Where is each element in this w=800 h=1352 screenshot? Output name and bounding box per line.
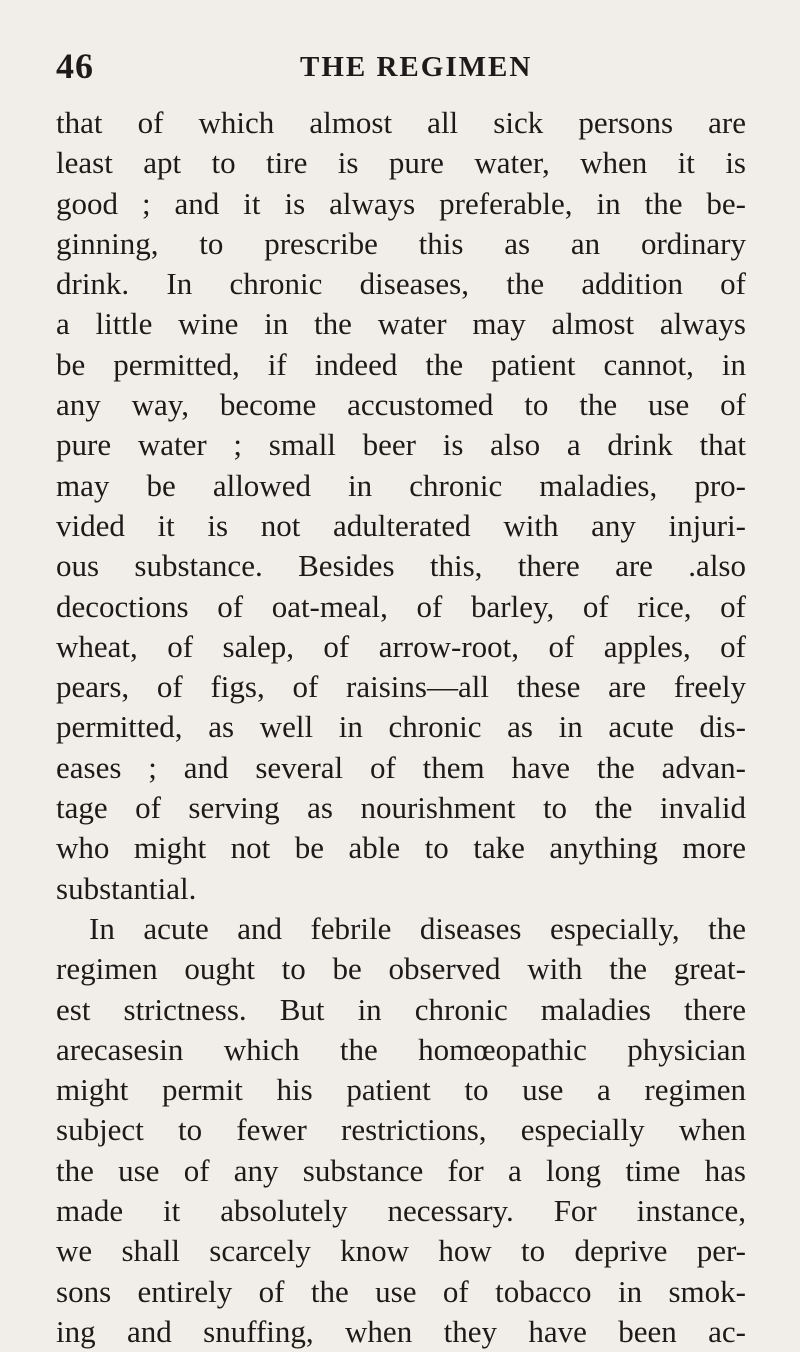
text-line: might permit his patient to use a regimen xyxy=(56,1072,746,1108)
text-line: ous substance. Besides this, there are .also xyxy=(56,548,746,584)
text-line: be permitted, if indeed the patient cannot, in xyxy=(56,346,746,382)
text-line: the use of any substance for a long time has xyxy=(56,1152,746,1188)
running-title: THE REGIMEN xyxy=(300,51,533,83)
text-line: ing and snuffing, when they have been ac- xyxy=(56,1313,746,1349)
text-line: tage of serving as nourishment to the invalid xyxy=(56,790,746,826)
text-line: we shall scarcely know how to deprive per- xyxy=(56,1233,746,1269)
text-line: est strictness. But in chronic maladies there xyxy=(56,991,746,1027)
text-line: made it absolutely necessary. For instance, xyxy=(56,1193,746,1229)
text-line: pure water ; small beer is also a drink that xyxy=(56,427,746,463)
text-line: wheat, of salep, of arrow-root, of apples, of xyxy=(56,628,746,664)
text-line: permitted, as well in chronic as in acute dis- xyxy=(56,709,746,745)
paragraph-start-line: In acute and febrile diseases especially, the xyxy=(89,910,746,946)
text-line: regimen ought to be observed with the great- xyxy=(56,951,746,987)
text-line: that of which almost all sick persons are xyxy=(56,105,746,140)
body-text xyxy=(56,103,746,1352)
text-line: any way, become accustomed to the use of xyxy=(56,387,746,423)
text-line: ginning, to prescribe this as an ordinary xyxy=(56,225,746,261)
text-line: good ; and it is always preferable, in the be- xyxy=(56,185,746,221)
text-line: decoctions of oat-meal, of barley, of rice, of xyxy=(56,588,746,624)
text-line: eases ; and several of them have the advan- xyxy=(56,749,746,785)
text-line: sons entirely of the use of tobacco in smok- xyxy=(56,1273,746,1309)
text-line: vided it is not adulterated with any injuri- xyxy=(56,507,746,543)
text-line: may be allowed in chronic maladies, pro- xyxy=(56,467,746,503)
page-number: 46 xyxy=(56,46,94,86)
text-line: arecasesin which the homœopathic physician xyxy=(56,1031,746,1067)
running-head xyxy=(56,45,744,85)
text-line: a little wine in the water may almost always xyxy=(56,306,746,342)
text-line: pears, of figs, of raisins—all these are freely xyxy=(56,669,746,705)
text-line: least apt to tire is pure water, when it is xyxy=(56,145,746,181)
text-line: drink. In chronic diseases, the addition of xyxy=(56,266,746,302)
paragraph-end-line: substantial. xyxy=(56,870,197,906)
text-line: subject to fewer restrictions, especially when xyxy=(56,1112,746,1148)
text-line: who might not be able to take anything more xyxy=(56,830,746,866)
